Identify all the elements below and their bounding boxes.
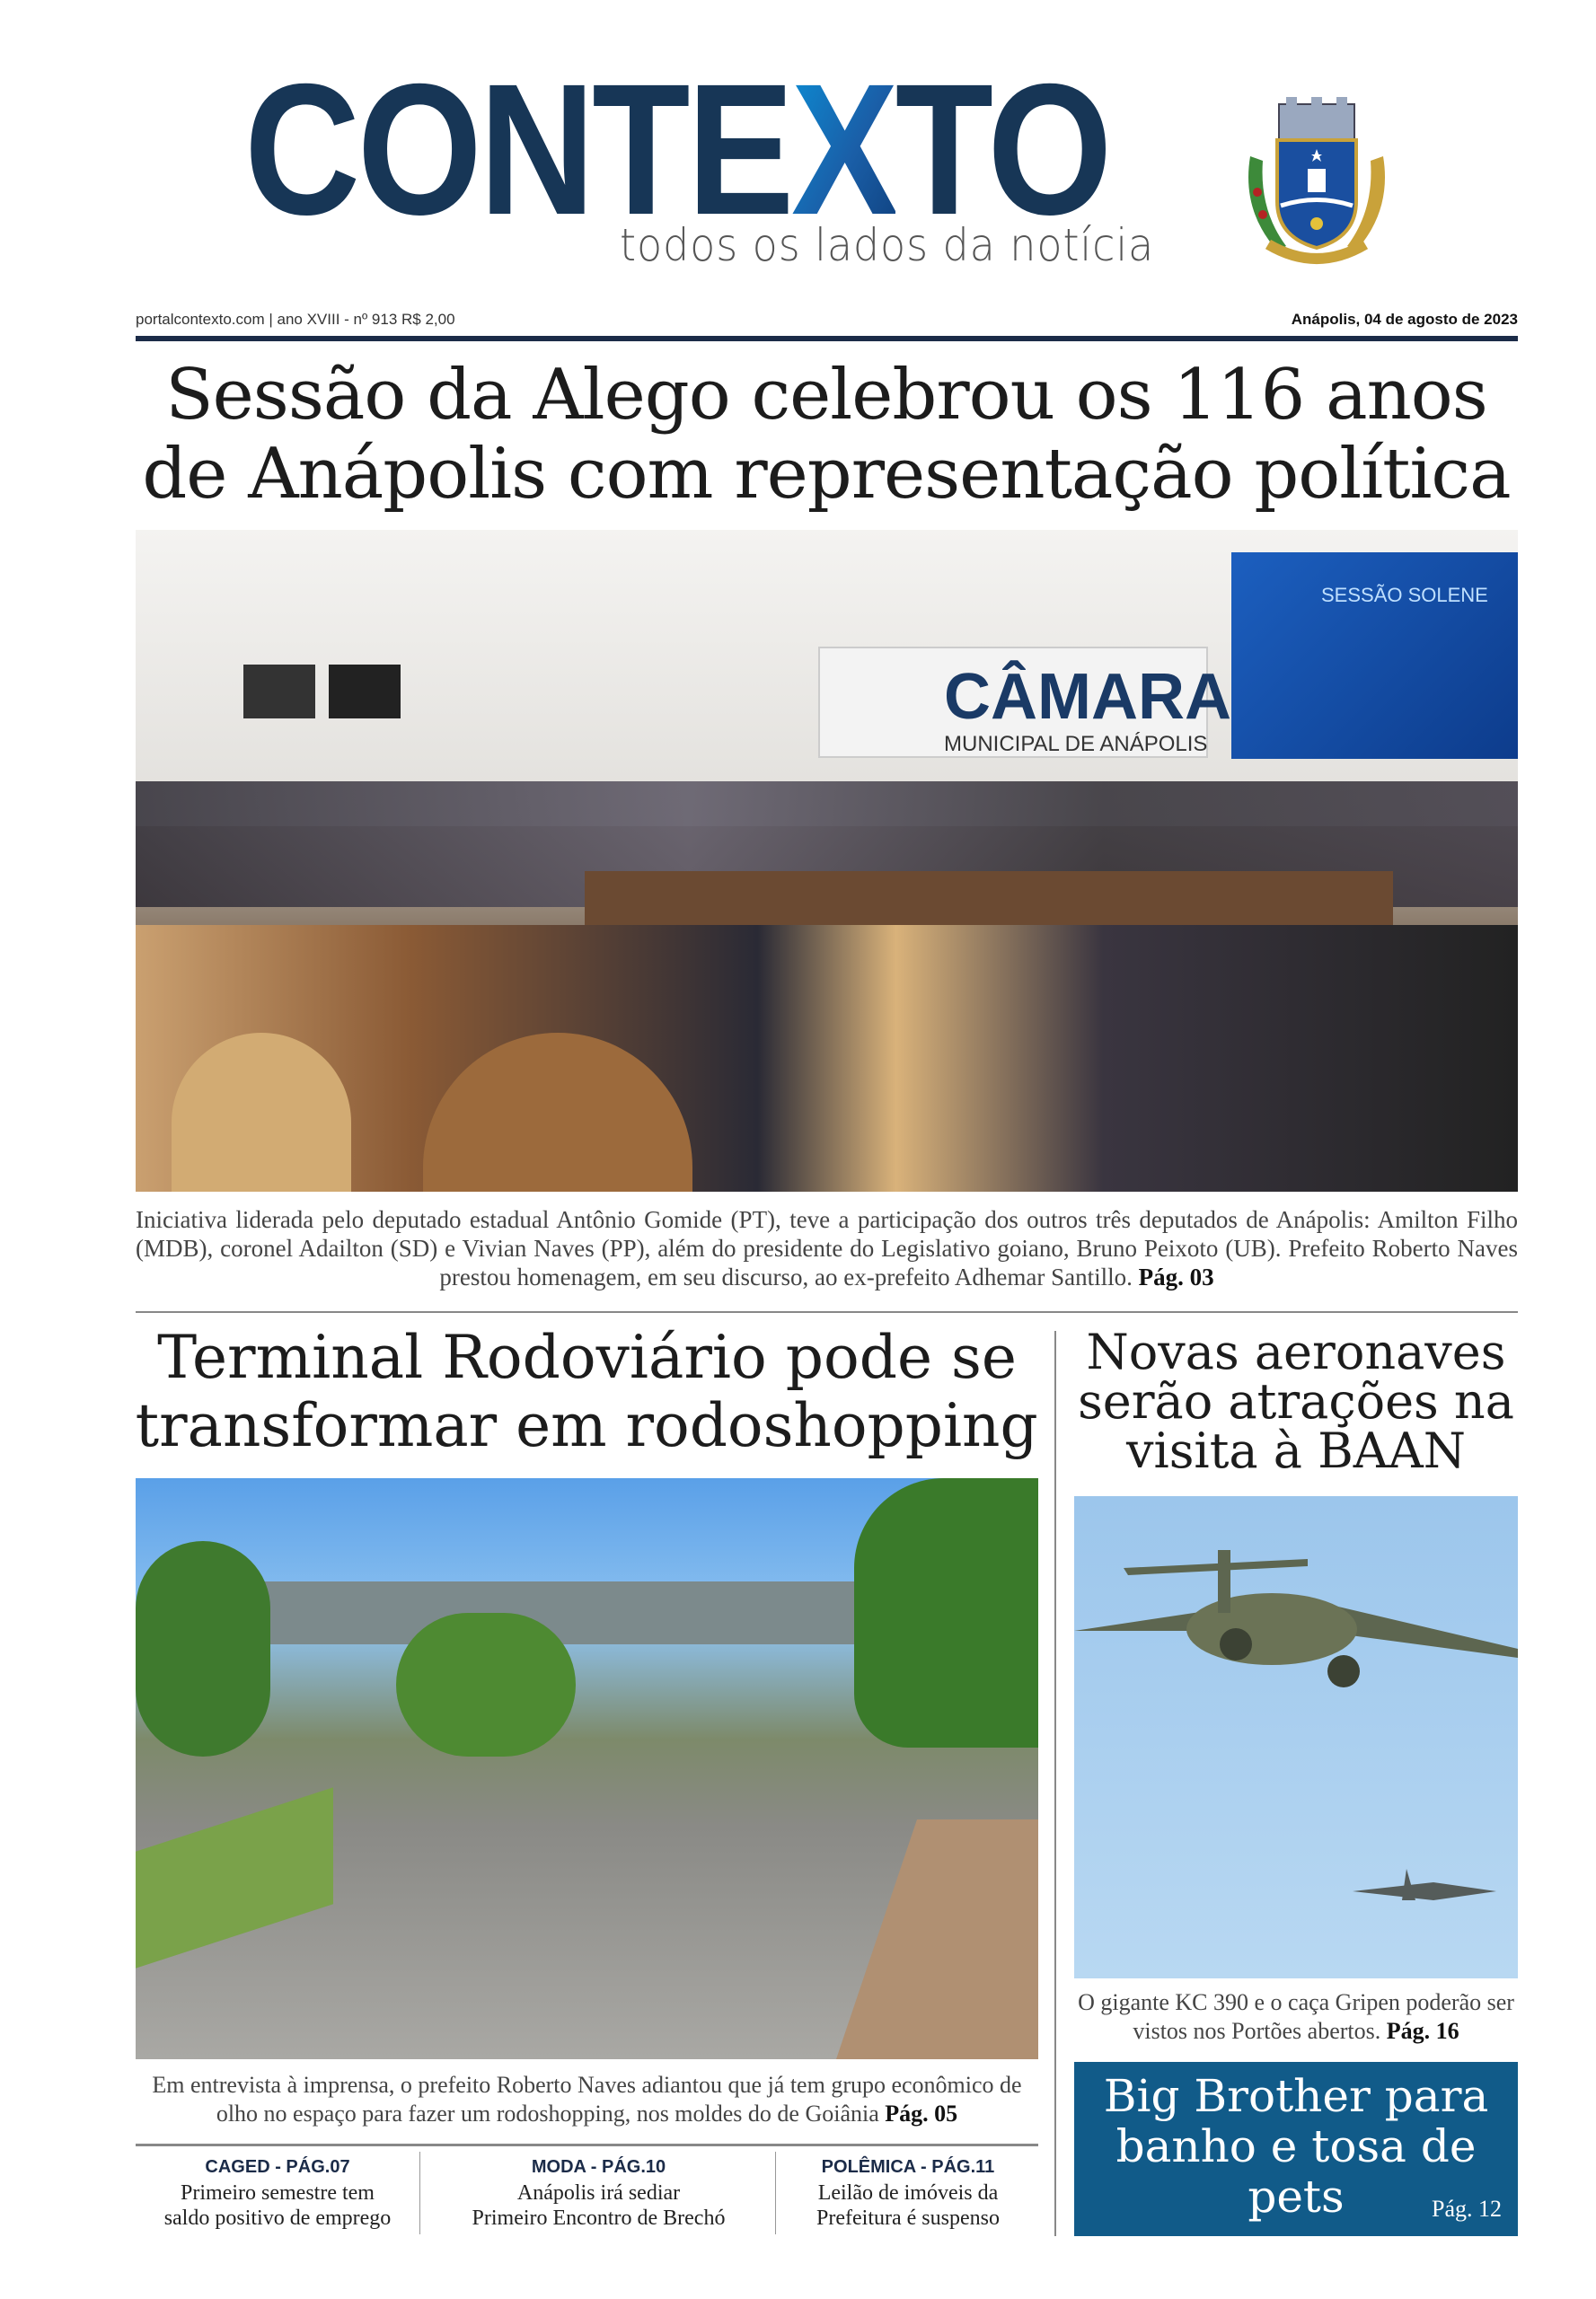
photo-screen-text: SESSÃO SOLENE xyxy=(1321,584,1488,606)
teaser-text: Primeiro semestre tem xyxy=(181,2181,375,2205)
headline-line: Sessão da Alego celebrou os 116 anos xyxy=(165,355,1487,436)
logo-text-end: TO xyxy=(895,46,1110,254)
issue-date: Anápolis, 04 de agosto de 2023 xyxy=(1291,311,1518,328)
teaser-text: saldo positivo de emprego xyxy=(163,2207,392,2230)
logo-x: X xyxy=(790,46,895,254)
teaser-kicker: POLÊMICA - PÁG.11 xyxy=(821,2157,995,2177)
teaser-moda[interactable] xyxy=(422,2154,775,2231)
aeronaves-headline[interactable] xyxy=(1069,1324,1523,1479)
anapolis-crest-icon xyxy=(1232,93,1401,273)
column-divider xyxy=(1054,1331,1056,2236)
page-ref-link[interactable]: Pág. 05 xyxy=(885,2101,958,2127)
terminal-headline[interactable] xyxy=(136,1324,1038,1460)
teaser-text: Primeiro Encontro de Brechó xyxy=(472,2207,726,2230)
teaser-kicker: MODA - PÁG.10 xyxy=(531,2157,666,2177)
teaser-caged[interactable] xyxy=(136,2154,419,2231)
teaser-kicker: CAGED - PÁG.07 xyxy=(205,2157,350,2177)
teaser-text: Anápolis irá sediar xyxy=(516,2181,681,2205)
headline-line: Novas aeronaves xyxy=(1086,1324,1506,1380)
aircraft-photo[interactable] xyxy=(1074,1496,1518,1978)
headline-line: de Anápolis com representação política xyxy=(142,434,1511,515)
tagline: todos os lados da notícia xyxy=(620,219,1155,271)
caption-text: O gigante KC 390 e o caça Gripen poderão ser vistos nos Portões abertos. xyxy=(1078,1989,1514,2044)
headline-line: transformar em rodoshopping xyxy=(136,1391,1038,1460)
promo-line: banho e tosa de xyxy=(1115,2120,1477,2172)
terminal-photo[interactable] xyxy=(136,1478,1038,2059)
promo-line: Big Brother para xyxy=(1103,2070,1489,2122)
caption-text: Em entrevista à imprensa, o prefeito Roberto Naves adiantou que já tem grupo econômico de olho no espaço para fazer um rodoshopping, nos moldes do de Goiânia xyxy=(152,2072,1022,2127)
aircraft-caption xyxy=(1069,1988,1523,2046)
main-caption xyxy=(136,1205,1518,1291)
logo-text: CONTE xyxy=(244,46,791,254)
section-divider xyxy=(136,1311,1518,1313)
promo-line: pets xyxy=(1248,2171,1345,2223)
page-ref-link[interactable]: Pág. 16 xyxy=(1386,2018,1459,2044)
issue-info-line xyxy=(136,311,1518,334)
teaser-text: Leilão de imóveis da xyxy=(817,2181,999,2205)
headline-line: visita à BAAN xyxy=(1125,1423,1467,1479)
big-brother-promo[interactable] xyxy=(1074,2062,1518,2236)
teaser-rule xyxy=(136,2144,1038,2146)
main-photo-session[interactable] xyxy=(136,530,1518,1192)
headline-line: Terminal Rodoviário pode se xyxy=(157,1323,1017,1392)
page-ref-link[interactable]: Pág. 12 xyxy=(1432,2196,1502,2222)
kc390-aircraft-icon xyxy=(1074,1496,1518,1978)
main-headline[interactable] xyxy=(126,356,1527,514)
photo-sign-sub: MUNICIPAL DE ANÁPOLIS xyxy=(944,732,1208,756)
caption-text: Iniciativa liderada pelo deputado estadual Antônio Gomide (PT), teve a participação dos outros três deputados de Anápolis: Amilton Filho (MDB), coronel Adailton (SD) e Vivian Naves (PP), além do presidente do Legislativo goiano, Bruno Peixoto (UB). Prefeito Roberto Naves prestou homenagem, em seu discurso, ao ex-prefeito Adhemar Santillo. xyxy=(136,1206,1518,1290)
photo-sign-text: CÂMARA xyxy=(944,661,1231,733)
teaser-text: Prefeitura é suspenso xyxy=(816,2207,1000,2230)
teaser-polemica[interactable] xyxy=(778,2154,1038,2231)
page-ref-link[interactable]: Pág. 03 xyxy=(1138,1264,1214,1290)
terminal-caption xyxy=(136,2071,1038,2128)
masthead-rule xyxy=(136,336,1518,341)
teaser-divider xyxy=(775,2152,776,2234)
issue-info: portalcontexto.com | ano XVIII - nº 913 R$ 2,00 xyxy=(136,311,455,328)
teaser-divider xyxy=(419,2152,420,2234)
headline-line: serão atrações na xyxy=(1078,1373,1514,1430)
